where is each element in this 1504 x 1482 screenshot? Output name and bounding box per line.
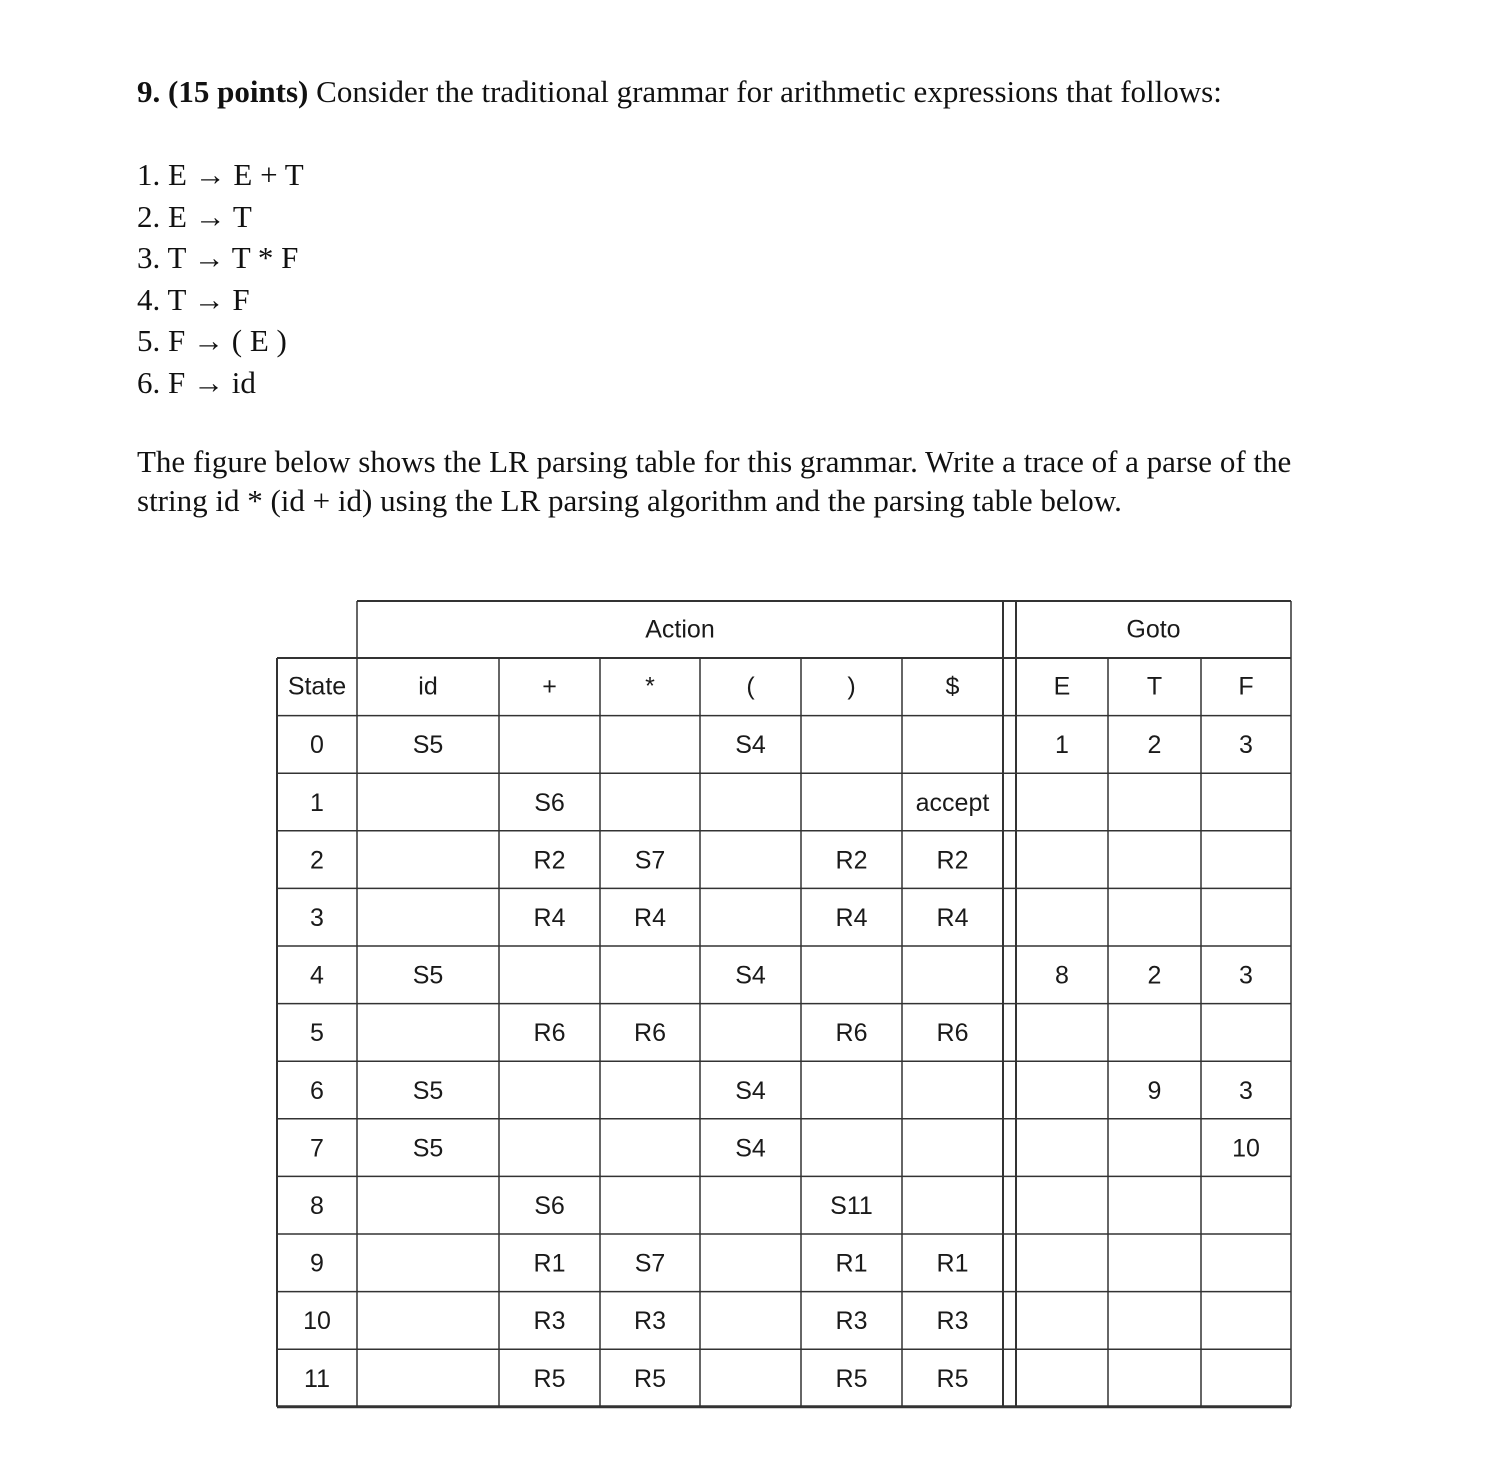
action-cell: R4	[533, 904, 566, 933]
action-header-2: *	[645, 672, 655, 701]
state-cell: 6	[310, 1076, 324, 1105]
state-cell: 3	[310, 904, 324, 933]
goto-cell: 9	[1147, 1076, 1162, 1105]
instructions-paragraph	[137, 442, 1437, 520]
action-cell: S5	[412, 1076, 444, 1105]
action-cell: R6	[936, 1019, 969, 1048]
state-cell: 8	[310, 1192, 324, 1221]
goto-cell: 8	[1055, 961, 1069, 990]
goto-header-1: T	[1146, 672, 1163, 701]
state-header: State	[287, 672, 347, 701]
action-cell: S4	[735, 961, 766, 990]
action-header-4: )	[847, 672, 856, 701]
action-cell: R2	[533, 846, 566, 875]
grammar-rule-5: 5. F → ( E )	[137, 323, 287, 358]
goto-cell: 1	[1055, 731, 1069, 760]
state-cell: 11	[304, 1364, 330, 1393]
goto-cell: 3	[1239, 731, 1253, 760]
question-intro: Consider the traditional grammar for arithmetic expressions that follows:	[316, 74, 1222, 109]
action-header-5: $	[945, 672, 960, 701]
action-cell: R6	[835, 1019, 868, 1048]
goto-cell: 10	[1232, 1134, 1260, 1163]
grammar-rules	[137, 154, 304, 403]
action-cell: R4	[634, 904, 666, 933]
action-cell: R4	[936, 904, 969, 933]
action-header-3: (	[746, 672, 755, 701]
grammar-rule-3: 3. T → T * F	[137, 240, 299, 275]
goto-cell: 2	[1147, 961, 1162, 990]
action-cell: R6	[634, 1019, 666, 1048]
action-cell: S6	[534, 788, 565, 817]
state-cell: 7	[310, 1134, 324, 1163]
action-cell: R1	[533, 1249, 566, 1278]
table-cells	[288, 616, 1260, 1393]
action-cell: R5	[835, 1364, 868, 1393]
action-title: Action	[645, 615, 715, 644]
state-cell: 4	[310, 961, 324, 990]
action-cell: S4	[735, 1076, 766, 1105]
action-cell: S5	[412, 731, 444, 760]
action-cell: accept	[915, 788, 990, 817]
goto-cell: 2	[1147, 731, 1162, 760]
action-cell: R5	[634, 1364, 666, 1393]
action-cell: R3	[936, 1307, 969, 1336]
action-cell: R4	[835, 904, 868, 933]
action-cell: R3	[835, 1307, 868, 1336]
action-cell: S11	[830, 1192, 873, 1221]
action-cell: S4	[735, 1134, 766, 1163]
grammar-rule-4: 4. T → F	[137, 281, 250, 317]
state-cell: 10	[303, 1307, 331, 1336]
grammar-rule-6: 6. F → id	[137, 364, 256, 400]
action-cell: S4	[735, 731, 766, 760]
action-header-0: id	[418, 672, 438, 701]
goto-cell: 3	[1239, 1076, 1253, 1105]
question-number: 9.	[137, 74, 161, 109]
action-cell: S7	[634, 846, 666, 875]
goto-header-0: E	[1053, 672, 1071, 701]
question-heading	[137, 70, 1222, 114]
goto-title: Goto	[1126, 615, 1181, 644]
action-cell: S5	[412, 961, 444, 990]
state-cell: 9	[310, 1249, 324, 1278]
action-cell: R2	[936, 846, 969, 875]
action-header-1: +	[542, 672, 557, 701]
state-cell: 5	[310, 1019, 324, 1048]
grammar-rule-2: 2. E → T	[137, 198, 252, 234]
instructions-line-1: The figure below shows the LR parsing table for this grammar. Write a trace of a parse of the	[137, 444, 1292, 479]
grammar-rule-1: 1. E → E + T	[137, 157, 304, 192]
action-cell: R6	[533, 1019, 566, 1048]
state-cell: 1	[310, 788, 324, 817]
table-grid	[277, 601, 1291, 1407]
action-cell: S7	[634, 1249, 666, 1278]
state-cell: 2	[310, 846, 324, 875]
goto-header-2: F	[1238, 672, 1254, 701]
question-points: (15 points)	[168, 74, 309, 109]
goto-cell: 3	[1239, 961, 1253, 990]
action-cell: S6	[534, 1192, 565, 1221]
action-cell: R3	[533, 1307, 566, 1336]
action-cell: R1	[936, 1249, 969, 1278]
state-cell: 0	[310, 731, 324, 760]
action-cell: R1	[835, 1249, 868, 1278]
instructions-line-2: string id * (id + id) using the LR parsing algorithm and the parsing table below.	[137, 483, 1122, 518]
action-cell: R2	[835, 846, 868, 875]
action-cell: R5	[533, 1364, 566, 1393]
action-cell: R5	[936, 1364, 969, 1393]
action-cell: S5	[412, 1134, 444, 1163]
action-cell: R3	[634, 1307, 666, 1336]
